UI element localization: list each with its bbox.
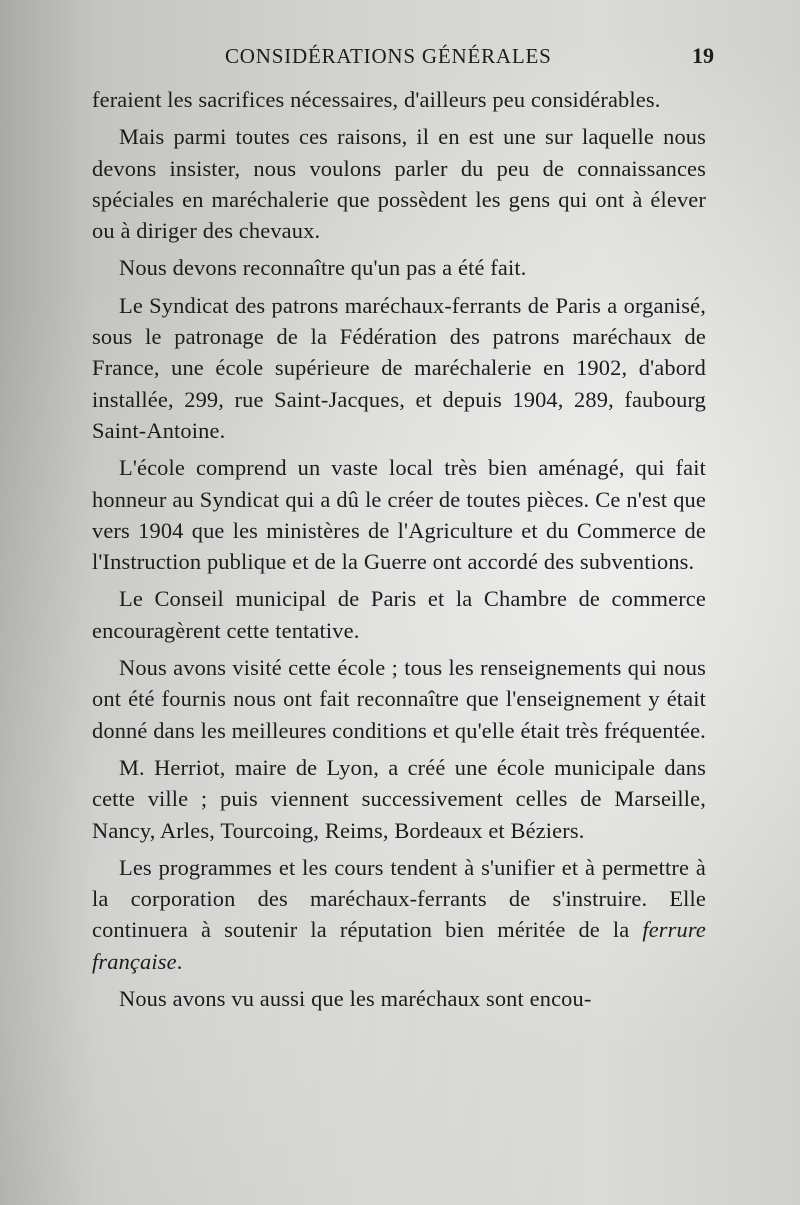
paragraph: feraient les sacrifices nécessaires, d'ailleurs peu considérables. [92,87,661,112]
paragraph: L'école comprend un vaste local très bien aménagé, qui fait honneur au Syndicat qui a dû le créer de toutes pièces. Ce n'est que vers 1904 que les ministères de l'Agriculture et du Commerce de l'Instruction publique et de la Guerre ont accordé des subventions. [92,455,706,575]
paragraph-text: Les programmes et les cours tendent à s'unifier et à permettre à la corporation des maréchaux-ferrants de s'instruire. Elle continuera à soutenir la réputation bien méritée de la [92,854,706,943]
paragraph: Mais parmi toutes ces raisons, il en est une sur laquelle nous devons insister, nous voulons parler du peu de connaissances spéciales en maréchalerie que possèdent les gens qui ont à élever ou à diriger des chevaux. [92,124,706,244]
paragraph: Nous devons reconnaître qu'un pas a été fait. [119,255,527,281]
paragraph: Nous avons vu aussi que les maréchaux sont encou- [119,986,592,1012]
running-head [92,40,714,72]
paragraph [92,852,706,977]
paragraph: M. Herriot, maire de Lyon, a créé une école municipale dans cette ville ; puis viennent successivement celles de Marseille, Nancy, Arles, Tourcoing, Reims, Bordeaux et Béziers. [92,754,706,843]
paragraph: Le Syndicat des patrons maréchaux-ferrants de Paris a organisé, sous le patronage de la Fédération des patrons maréchaux de France, une école supérieure de maréchalerie en 1902, d'abord installée, 299, rue Saint-Jacques, et depuis 1904, 289, faubourg Saint-Antoine. [92,292,706,443]
body-text [92,84,706,1014]
paragraph: Le Conseil municipal de Paris et la Chambre de commerce encouragèrent cette tentative. [92,586,706,643]
running-title: CONSIDÉRATIONS GÉNÉRALES [225,44,552,68]
paragraph-text-end: . [176,948,183,974]
paragraph: Nous avons visité cette école ; tous les renseignements qui nous ont été fournis nous ont fait reconnaître que l'enseignement y était donné dans les meilleures conditions et qu'elle était très fréquentée. [92,655,706,743]
page-number: 19 [692,43,714,68]
italic-phrase: ferrure française [92,917,706,974]
